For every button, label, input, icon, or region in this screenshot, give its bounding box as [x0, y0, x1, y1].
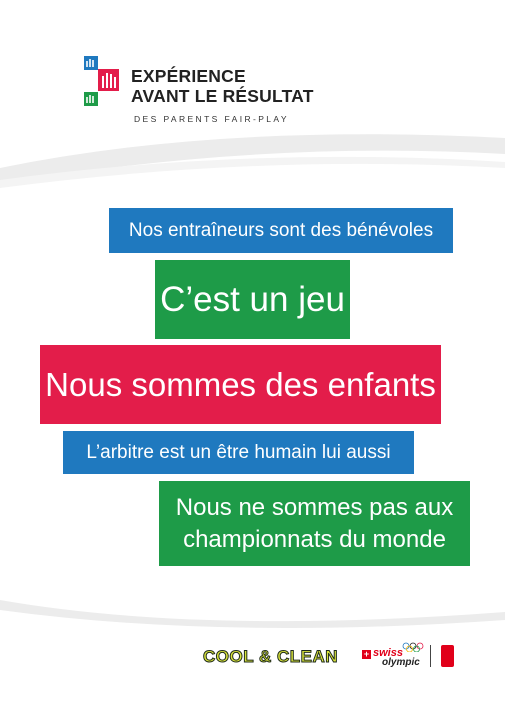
hands-squares-icon	[82, 56, 130, 110]
message-we-are-children: Nous sommes des enfants	[40, 345, 441, 424]
message-its-a-game: C’est un jeu	[155, 260, 350, 339]
message-volunteers: Nos entraîneurs sont des bénévoles	[109, 208, 453, 253]
swiss-word: swiss	[373, 647, 403, 659]
logo-title-line1: EXPÉRIENCE	[131, 66, 246, 86]
logo-title-line2: AVANT LE RÉSULTAT	[131, 86, 314, 106]
message-not-world-championship	[159, 481, 470, 566]
message-referee-human: L’arbitre est un être humain lui aussi	[63, 431, 414, 474]
fair-play-logo	[82, 56, 322, 128]
federal-sport-badge-icon	[441, 645, 454, 667]
swiss-cross-icon: +	[363, 649, 370, 659]
olympic-rings-icon	[402, 642, 424, 652]
footer-divider	[430, 645, 431, 667]
top-swoosh	[0, 118, 505, 198]
logo-subtitle: DES PARENTS FAIR-PLAY	[134, 114, 289, 124]
olympic-word: olympic	[382, 657, 420, 668]
cool-and-clean-logo: COOL & CLEAN	[203, 647, 339, 666]
message-line2: championnats du monde	[183, 525, 446, 553]
logo-title	[131, 66, 314, 106]
bottom-swoosh	[0, 590, 505, 640]
swiss-olympic-logo	[362, 642, 422, 670]
message-line1: Nous ne sommes pas aux	[175, 493, 454, 521]
